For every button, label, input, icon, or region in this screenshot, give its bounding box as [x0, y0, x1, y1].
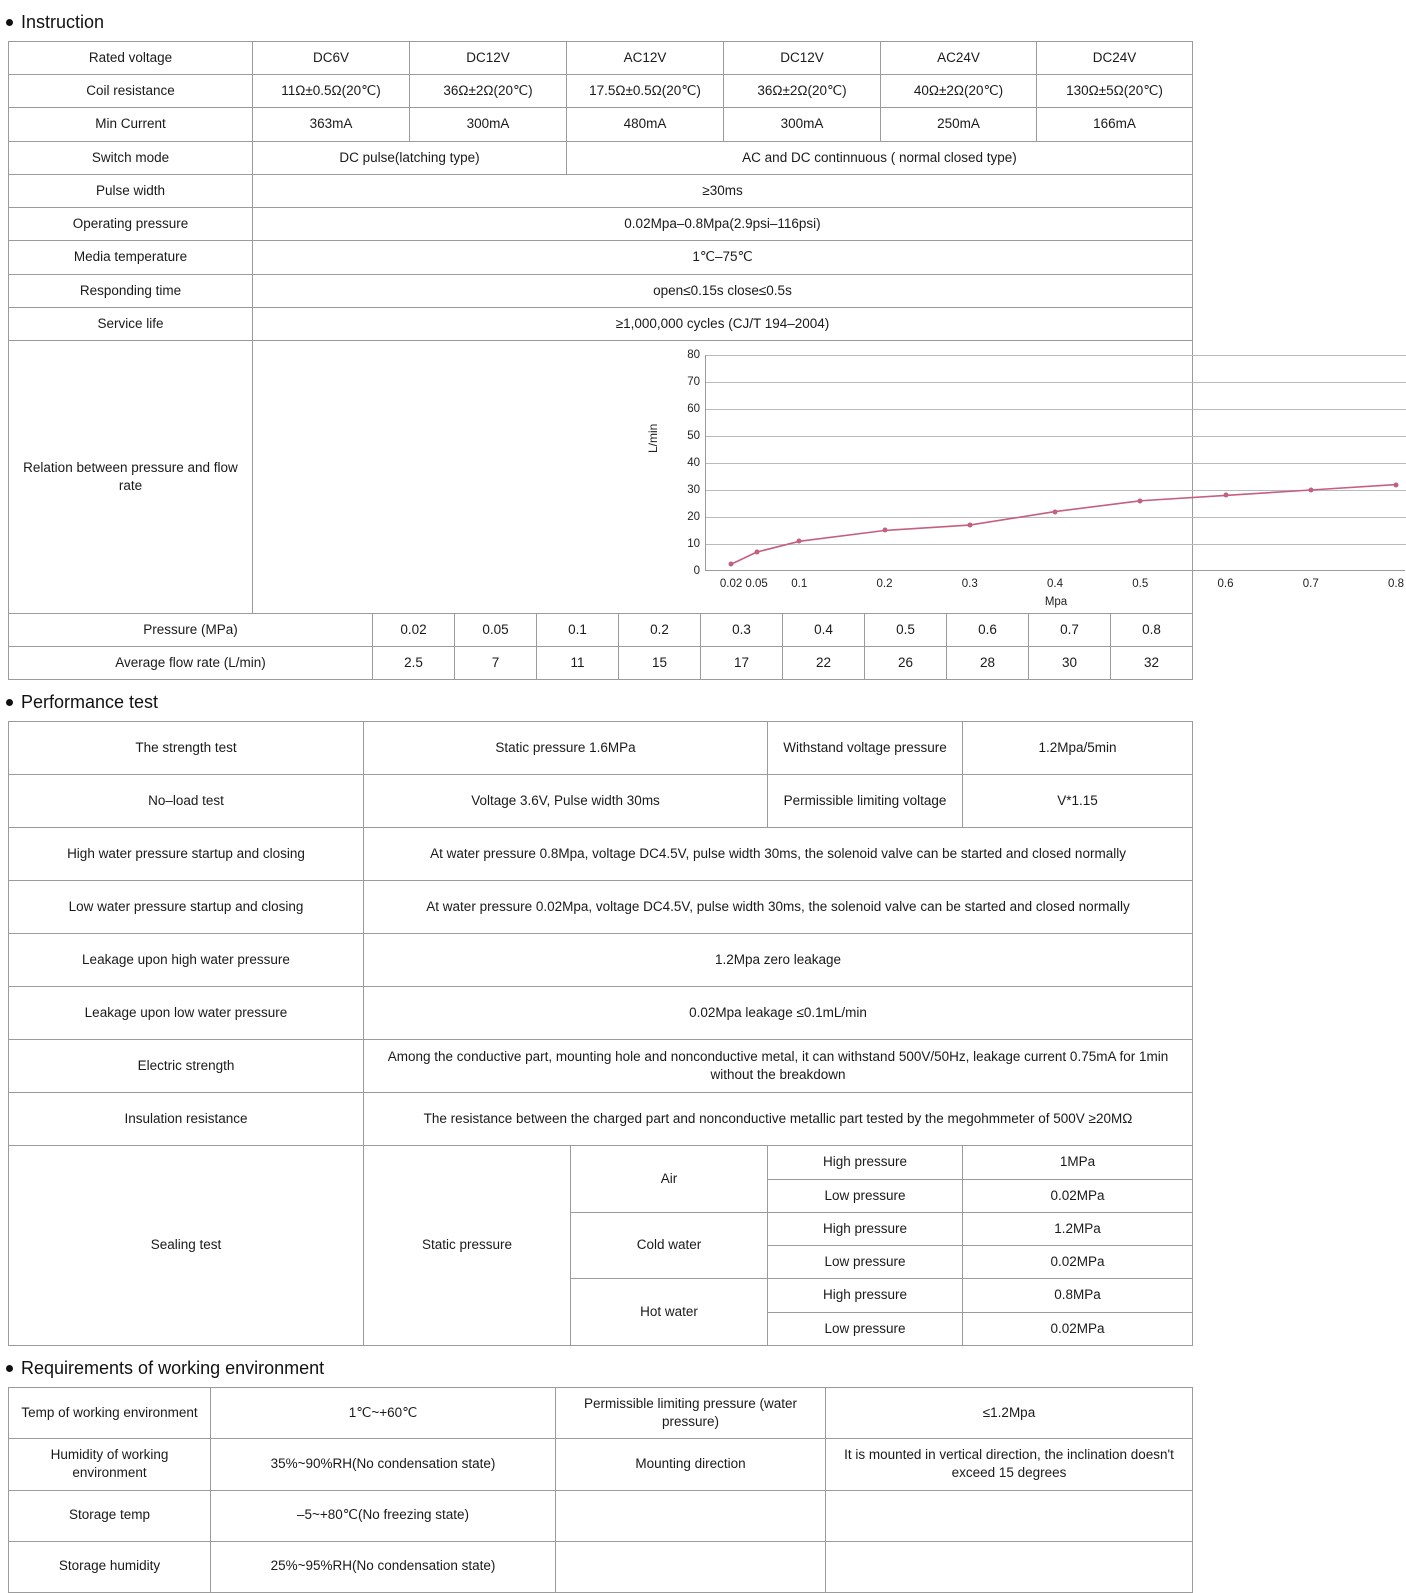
cell-pressure-7: 0.5: [865, 613, 947, 646]
cell-pressure-8: 0.6: [947, 613, 1029, 646]
cell-responding-time: open≤0.15s close≤0.5s: [253, 274, 1193, 307]
table-row: [9, 1541, 1193, 1592]
bullet-icon: [6, 19, 13, 26]
cell-min-current-2: 300mA: [410, 108, 567, 141]
cell-sealing-value-cold-low: 0.02MPa: [963, 1246, 1193, 1279]
table-row: [9, 934, 1193, 987]
cell-flow-9: 30: [1029, 647, 1111, 680]
cell-sealing-level-hot-high: High pressure: [768, 1279, 963, 1312]
chart-data-point: [882, 528, 887, 533]
cell-rated-voltage-2: DC12V: [410, 42, 567, 75]
cell-low-pressure-startup-value: At water pressure 0.02Mpa, voltage DC4.5V, pulse width 30ms, the solenoid valve can be started and closed normally: [364, 881, 1193, 934]
row-label-storage-humidity: Storage humidity: [9, 1541, 211, 1592]
row-label-pulse-width: Pulse width: [9, 174, 253, 207]
chart-series-line: [706, 355, 1406, 571]
section-title-text: Performance test: [21, 692, 159, 713]
table-row: [9, 647, 1193, 680]
cell-min-current-4: 300mA: [724, 108, 881, 141]
row-label-no-load-test: No–load test: [9, 775, 364, 828]
cell-sealing-medium-hot-water: Hot water: [571, 1279, 768, 1345]
table-row: [9, 75, 1193, 108]
cell-sealing-value-air-high: 1MPa: [963, 1146, 1193, 1179]
chart-x-tick-label: 0.3: [961, 577, 978, 590]
chart-x-tick-label: 0.2: [876, 577, 893, 590]
section-title-instruction: [6, 12, 1200, 33]
cell-humidity-working-value: 35%~90%RH(No condensation state): [211, 1439, 556, 1490]
table-row: [9, 613, 1193, 646]
row-label-electric-strength: Electric strength: [9, 1040, 364, 1093]
table-row: [9, 42, 1193, 75]
table-row: [9, 1439, 1193, 1490]
chart-y-tick-label: 0: [693, 564, 700, 577]
cell-service-life: ≥1,000,000 cycles (CJ/T 194–2004): [253, 307, 1193, 340]
cell-rated-voltage-3: AC12V: [567, 42, 724, 75]
cell-coil-resistance-3: 17.5Ω±0.5Ω(20℃): [567, 75, 724, 108]
table-row: [9, 241, 1193, 274]
row-label-media-temperature: Media temperature: [9, 241, 253, 274]
table-row: [9, 1387, 1193, 1438]
cell-sealing-level-hot-low: Low pressure: [768, 1312, 963, 1345]
chart-y-axis-title: L/min: [646, 423, 660, 453]
cell-flow-5: 17: [701, 647, 783, 680]
chart-data-point: [797, 539, 802, 544]
cell-rated-voltage-5: AC24V: [881, 42, 1037, 75]
cell-pulse-width: ≥30ms: [253, 174, 1193, 207]
cell-switch-mode-right: AC and DC continnuous ( normal closed type): [567, 141, 1193, 174]
cell-storage-temp-value: –5~+80℃(No freezing state): [211, 1490, 556, 1541]
row-label-min-current: Min Current: [9, 108, 253, 141]
row-label-leakage-high: Leakage upon high water pressure: [9, 934, 364, 987]
cell-permissible-voltage-label: Permissible limiting voltage: [768, 775, 963, 828]
row-label-high-pressure-startup: High water pressure startup and closing: [9, 828, 364, 881]
cell-mounting-direction-value: It is mounted in vertical direction, the inclination doesn't exceed 15 degrees: [826, 1439, 1193, 1490]
chart-y-tick-label: 80: [687, 348, 700, 361]
chart-data-point: [729, 562, 734, 567]
cell-empty-4: [826, 1541, 1193, 1592]
cell-pressure-3: 0.1: [537, 613, 619, 646]
row-label-mounting-direction: Mounting direction: [556, 1439, 826, 1490]
chart-x-tick-label: 0.8: [1388, 577, 1404, 590]
table-row: [9, 1040, 1193, 1093]
cell-sealing-method: Static pressure: [364, 1146, 571, 1345]
section-title-text: Instruction: [21, 12, 105, 32]
chart-y-tick-label: 70: [687, 375, 700, 388]
cell-flow-3: 11: [537, 647, 619, 680]
cell-sealing-value-cold-high: 1.2MPa: [963, 1212, 1193, 1245]
cell-coil-resistance-2: 36Ω±2Ω(20℃): [410, 75, 567, 108]
chart-y-tick-label: 20: [687, 510, 700, 523]
cell-flow-10: 32: [1111, 647, 1193, 680]
performance-test-table: [8, 721, 1193, 1345]
table-row: [9, 828, 1193, 881]
cell-sealing-medium-cold-water: Cold water: [571, 1212, 768, 1278]
cell-pressure-5: 0.3: [701, 613, 783, 646]
chart-data-point: [1308, 487, 1313, 492]
cell-pressure-6: 0.4: [783, 613, 865, 646]
chart-x-tick-label: 0.6: [1217, 577, 1234, 590]
cell-storage-humidity-value: 25%~95%RH(No condensation state): [211, 1541, 556, 1592]
cell-permissible-pressure-value: ≤1.2Mpa: [826, 1387, 1193, 1438]
cell-leakage-low-value: 0.02Mpa leakage ≤0.1mL/min: [364, 987, 1193, 1040]
cell-empty-3: [556, 1541, 826, 1592]
table-row: [9, 987, 1193, 1040]
cell-withstand-voltage-value: 1.2Mpa/5min: [963, 722, 1193, 775]
cell-coil-resistance-5: 40Ω±2Ω(20℃): [881, 75, 1037, 108]
flow-chart-cell: [253, 340, 1404, 613]
row-label-relation: Relation between pressure and flow rate: [9, 340, 253, 613]
cell-flow-2: 7: [455, 647, 537, 680]
section-title-requirements: [6, 1358, 1200, 1379]
cell-pressure-10: 0.8: [1111, 613, 1193, 646]
cell-coil-resistance-6: 130Ω±5Ω(20℃): [1037, 75, 1193, 108]
row-label-leakage-low: Leakage upon low water pressure: [9, 987, 364, 1040]
row-label-average-flow: Average flow rate (L/min): [9, 647, 373, 680]
cell-sealing-level-cold-low: Low pressure: [768, 1246, 963, 1279]
cell-rated-voltage-6: DC24V: [1037, 42, 1193, 75]
row-label-coil-resistance: Coil resistance: [9, 75, 253, 108]
specification-table: [8, 41, 1404, 614]
cell-flow-7: 26: [865, 647, 947, 680]
cell-strength-test-value: Static pressure 1.6MPa: [364, 722, 768, 775]
chart-x-tick-label: 0.1: [791, 577, 808, 590]
row-label-humidity-working: Humidity of working environment: [9, 1439, 211, 1490]
cell-sealing-level-air-high: High pressure: [768, 1146, 963, 1179]
table-row: [9, 208, 1193, 241]
cell-flow-4: 15: [619, 647, 701, 680]
row-label-operating-pressure: Operating pressure: [9, 208, 253, 241]
table-row-chart: [9, 340, 1193, 613]
table-row: [9, 881, 1193, 934]
row-label-switch-mode: Switch mode: [9, 141, 253, 174]
table-row: [9, 108, 1193, 141]
row-label-responding-time: Responding time: [9, 274, 253, 307]
cell-min-current-5: 250mA: [881, 108, 1037, 141]
working-environment-table: [8, 1387, 1193, 1593]
cell-permissible-voltage-value: V*1.15: [963, 775, 1193, 828]
pressure-flow-chart: [253, 341, 1404, 613]
chart-y-tick-label: 50: [687, 429, 700, 442]
cell-withstand-voltage-label: Withstand voltage pressure: [768, 722, 963, 775]
chart-x-tick-label: 0.5: [1132, 577, 1149, 590]
table-row: [9, 1093, 1193, 1146]
cell-pressure-4: 0.2: [619, 613, 701, 646]
table-row: [9, 775, 1193, 828]
cell-pressure-9: 0.7: [1029, 613, 1111, 646]
chart-y-tick-label: 10: [687, 537, 700, 550]
cell-electric-strength-value: Among the conductive part, mounting hole and nonconductive metal, it can withstand 500V/50Hz, leakage current 0.75mA for 1min without the breakdown: [364, 1040, 1193, 1093]
cell-insulation-resistance-value: The resistance between the charged part and nonconductive metallic part tested by the megohmmeter of 500V ≥20MΩ: [364, 1093, 1193, 1146]
section-title-performance: [6, 692, 1200, 713]
row-label-service-life: Service life: [9, 307, 253, 340]
row-label-storage-temp: Storage temp: [9, 1490, 211, 1541]
bullet-icon: [6, 699, 13, 706]
cell-coil-resistance-1: 11Ω±0.5Ω(20℃): [253, 75, 410, 108]
table-row: [9, 141, 1193, 174]
cell-sealing-medium-air: Air: [571, 1146, 768, 1212]
row-label-pressure: Pressure (MPa): [9, 613, 373, 646]
chart-x-tick-label: 0.05: [745, 577, 768, 590]
row-label-low-pressure-startup: Low water pressure startup and closing: [9, 881, 364, 934]
cell-sealing-value-hot-low: 0.02MPa: [963, 1312, 1193, 1345]
table-row: [9, 722, 1193, 775]
row-label-permissible-pressure: Permissible limiting pressure (water pressure): [556, 1387, 826, 1438]
chart-y-tick-label: 60: [687, 402, 700, 415]
table-row: [9, 307, 1193, 340]
cell-high-pressure-startup-value: At water pressure 0.8Mpa, voltage DC4.5V, pulse width 30ms, the solenoid valve can be started and closed normally: [364, 828, 1193, 881]
row-label-strength-test: The strength test: [9, 722, 364, 775]
chart-data-point: [967, 523, 972, 528]
cell-operating-pressure: 0.02Mpa–0.8Mpa(2.9psi–116psi): [253, 208, 1193, 241]
cell-pressure-1: 0.02: [373, 613, 455, 646]
chart-x-tick-label: 0.02: [719, 577, 743, 590]
document-page: [0, 12, 1404, 1593]
flow-data-table: [8, 613, 1193, 680]
cell-min-current-3: 480mA: [567, 108, 724, 141]
table-row: [9, 1146, 1193, 1179]
table-row: [9, 174, 1193, 207]
cell-min-current-1: 363mA: [253, 108, 410, 141]
row-label-rated-voltage: Rated voltage: [9, 42, 253, 75]
cell-empty-2: [826, 1490, 1193, 1541]
table-row: [9, 274, 1193, 307]
chart-x-axis-title: Mpa: [1044, 595, 1068, 608]
section-title-text: Requirements of working environment: [21, 1357, 325, 1378]
cell-flow-6: 22: [783, 647, 865, 680]
chart-data-point: [1394, 482, 1399, 487]
row-label-insulation-resistance: Insulation resistance: [9, 1093, 364, 1146]
cell-media-temperature: 1℃–75℃: [253, 241, 1193, 274]
chart-data-point: [1138, 498, 1143, 503]
chart-y-tick-label: 30: [687, 483, 700, 496]
cell-sealing-level-air-low: Low pressure: [768, 1179, 963, 1212]
cell-sealing-value-hot-high: 0.8MPa: [963, 1279, 1193, 1312]
cell-switch-mode-left: DC pulse(latching type): [253, 141, 567, 174]
chart-data-point: [754, 550, 759, 555]
bullet-icon: [6, 1365, 13, 1372]
chart-data-point: [1053, 509, 1058, 514]
cell-flow-1: 2.5: [373, 647, 455, 680]
chart-plot-area: [687, 348, 1405, 608]
table-row: [9, 1490, 1193, 1541]
chart-data-point: [1223, 493, 1228, 498]
cell-empty-1: [556, 1490, 826, 1541]
cell-no-load-value: Voltage 3.6V, Pulse width 30ms: [364, 775, 768, 828]
cell-temp-working-value: 1℃~+60℃: [211, 1387, 556, 1438]
cell-min-current-6: 166mA: [1037, 108, 1193, 141]
cell-rated-voltage-4: DC12V: [724, 42, 881, 75]
cell-sealing-value-air-low: 0.02MPa: [963, 1179, 1193, 1212]
cell-sealing-level-cold-high: High pressure: [768, 1212, 963, 1245]
cell-rated-voltage-1: DC6V: [253, 42, 410, 75]
row-label-sealing-test: Sealing test: [9, 1146, 364, 1345]
chart-y-tick-label: 40: [687, 456, 700, 469]
cell-flow-8: 28: [947, 647, 1029, 680]
cell-leakage-high-value: 1.2Mpa zero leakage: [364, 934, 1193, 987]
chart-x-tick-label: 0.4: [1047, 577, 1063, 590]
cell-coil-resistance-4: 36Ω±2Ω(20℃): [724, 75, 881, 108]
row-label-temp-working: Temp of working environment: [9, 1387, 211, 1438]
cell-pressure-2: 0.05: [455, 613, 537, 646]
chart-x-tick-label: 0.7: [1302, 577, 1319, 590]
